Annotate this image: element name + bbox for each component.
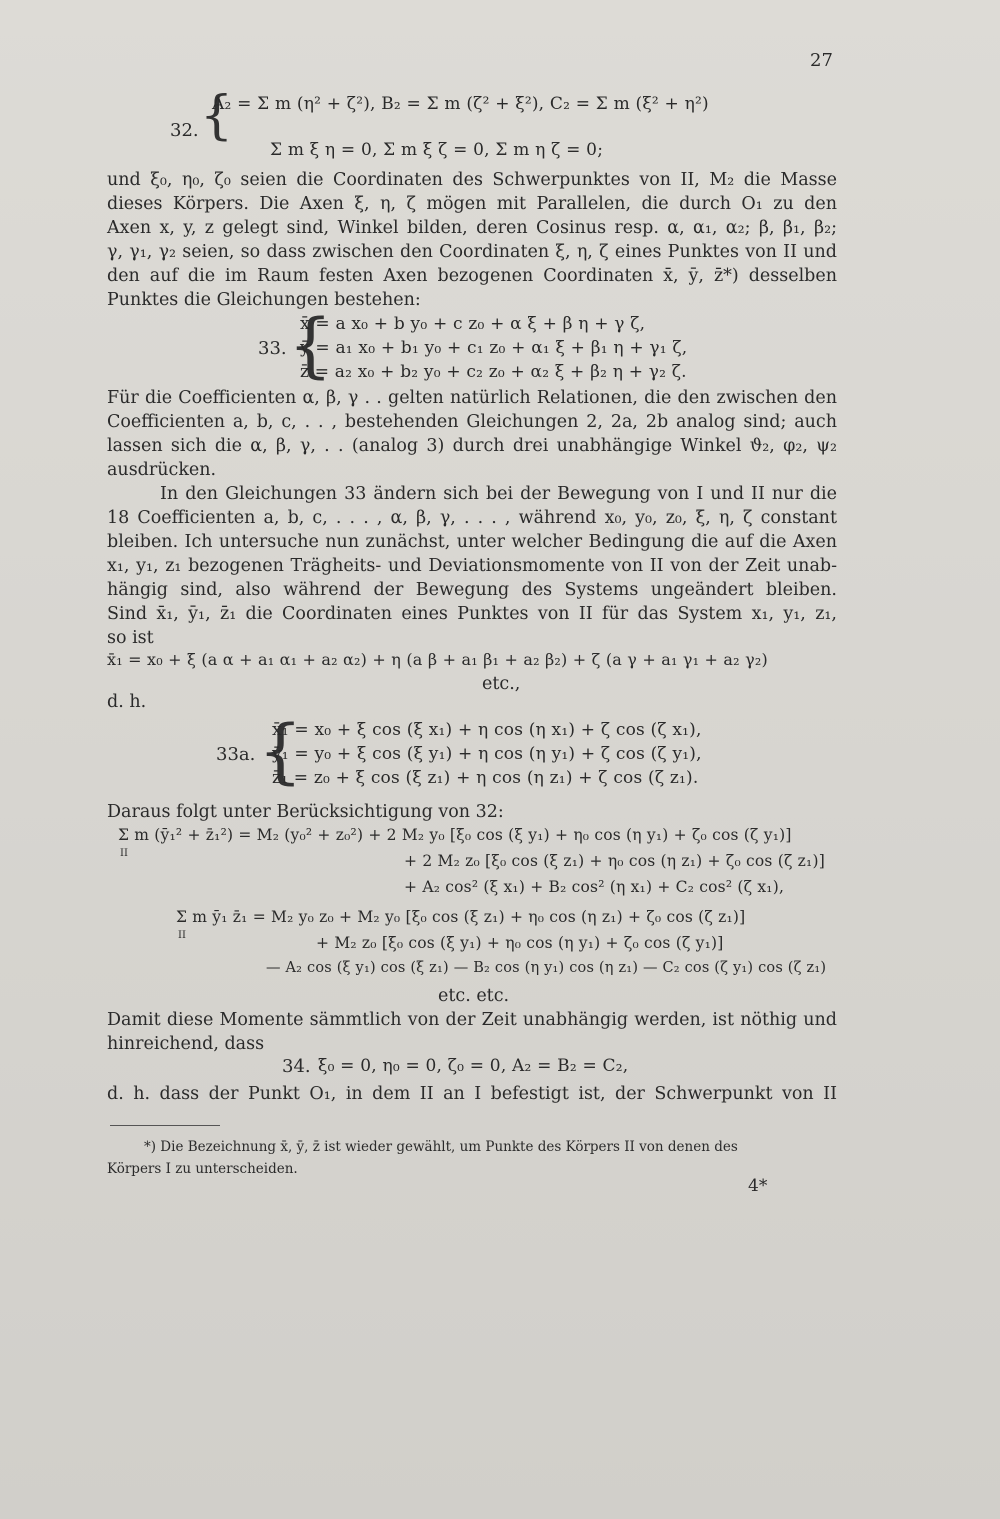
paragraph-3-line-1: In den Gleichungen 33 ändern sich bei der Bewegung von I und II nur die [160,484,837,504]
paragraph-6: d. h. dass der Punkt O₁, in dem II an I befestigt ist, der Schwerpunkt von II [107,1084,837,1104]
equation-x1-etc: etc., [482,674,521,694]
paragraph-1-line-1: und ξ₀, η₀, ζ₀ seien die Coordinaten des Schwerpunktes von II, M₂ die Masse [107,170,837,190]
paragraph-3-line-6: Sind x̄₁, ȳ₁, z̄₁ die Coordinaten eines Punktes von II für das System x₁, y₁, z₁, [107,604,837,624]
sum-equation-sub-4: II [178,930,186,941]
paragraph-2-line-3: lassen sich die α, β, γ, . . (analog 3) durch drei unabhängige Winkel ϑ₂, φ₂, ψ₂ [107,436,837,456]
equation-33-line-3: z̄ = a₂ x₀ + b₂ y₀ + c₂ z₀ + α₂ ξ + β₂ η + γ₂ ζ. [300,362,687,382]
paragraph-3-line-4: x₁, y₁, z₁ bezogenen Trägheits- und Deviationsmomente von II von der Zeit unab- [107,556,837,576]
equation-33a-line-1: x̄₁ = x₀ + ξ cos (ξ x₁) + η cos (η x₁) + ζ cos (ζ x₁), [272,720,702,740]
signature-mark: 4* [748,1176,768,1196]
sum-equation-line-3: + A₂ cos² (ξ x₁) + B₂ cos² (η x₁) + C₂ cos² (ζ x₁), [404,878,785,896]
equation-32-line-2: Σ m ξ η = 0, Σ m ξ ζ = 0, Σ m η ζ = 0; [270,140,604,160]
equation-33-brace: { [288,304,333,386]
footnote-rule [110,1125,220,1126]
equation-32-line-1: A₂ = Σ m (η² + ζ²), B₂ = Σ m (ζ² + ξ²), C₂ = Σ m (ξ² + η²) [212,94,709,114]
equation-32-label: 32. [170,120,199,141]
paragraph-3-line-5: hängig sind, also während der Bewegung des Systems ungeändert bleiben. [107,580,837,600]
equation-33a-line-3: z̄₁ = z₀ + ξ cos (ξ z₁) + η cos (η z₁) + ζ cos (ζ z₁). [272,768,699,788]
sum-equation-line-4: Σ m ȳ₁ z̄₁ = M₂ y₀ z₀ + M₂ y₀ [ξ₀ cos (ξ z₁) + η₀ cos (η z₁) + ζ₀ cos (ζ z₁)] [176,908,746,926]
paragraph-1-line-6: Punktes die Gleichungen bestehen: [107,290,421,310]
paragraph-5-line-1: Damit diese Momente sämmtlich von der Zeit unabhängig werden, ist nöthig und [107,1010,837,1030]
equation-33a-brace: { [258,710,303,792]
equation-33-label: 33. [258,338,287,359]
equation-33-line-2: ȳ = a₁ x₀ + b₁ y₀ + c₁ z₀ + α₁ ξ + β₁ η + γ₁ ζ, [300,338,688,358]
sum-equation-line-1: Σ m (ȳ₁² + z̄₁²) = M₂ (y₀² + z₀²) + 2 M₂ y₀ [ξ₀ cos (ξ y₁) + η₀ cos (η y₁) + ζ₀ cos (ζ y₁)] [118,826,792,844]
page-number: 27 [810,50,833,71]
footnote-line-2: Körpers I zu unterscheiden. [107,1161,298,1177]
paragraph-1-line-4: γ, γ₁, γ₂ seien, so dass zwischen den Coordinaten ξ, η, ζ eines Punktes von II und [107,242,837,262]
equation-34-label: 34. [282,1056,311,1077]
footnote-line-1: *) Die Bezeichnung x̄, ȳ, z̄ ist wieder gewählt, um Punkte des Körpers II von denen des [144,1139,738,1155]
equation-34-line: ξ₀ = 0, η₀ = 0, ζ₀ = 0, A₂ = B₂ = C₂, [318,1056,629,1076]
equation-33a-line-2: ȳ₁ = y₀ + ξ cos (ξ y₁) + η cos (η y₁) + ζ cos (ζ y₁), [272,744,702,764]
sum-equation-line-6: — A₂ cos (ξ y₁) cos (ξ z₁) — B₂ cos (η y₁) cos (η z₁) — C₂ cos (ζ y₁) cos (ζ z₁) [266,960,827,976]
paragraph-2-line-1: Für die Coefficienten α, β, γ . . gelten natürlich Relationen, die den zwischen den [107,388,837,408]
equation-x1-line: x̄₁ = x₀ + ξ (a α + a₁ α₁ + a₂ α₂) + η (a β + a₁ β₁ + a₂ β₂) + ζ (a γ + a₁ γ₁ + a₂ γ₂) [107,650,768,669]
paragraph-1-line-5: den auf die im Raum festen Axen bezogenen Coordinaten x̄, ȳ, z̄*) desselben [107,266,837,286]
sum-equation-line-2: + 2 M₂ z₀ [ξ₀ cos (ξ z₁) + η₀ cos (η z₁) + ζ₀ cos (ζ z₁)] [404,852,825,870]
paragraph-1-line-2: dieses Körpers. Die Axen ξ, η, ζ mögen mit Parallelen, die durch O₁ zu den [107,194,837,214]
paragraph-3-line-2: 18 Coefficienten a, b, c, . . . , α, β, γ, . . . , während x₀, y₀, z₀, ξ, η, ζ constant [107,508,837,528]
paragraph-3-line-3: bleiben. Ich untersuche nun zunächst, unter welcher Bedingung die auf die Axen [107,532,837,552]
sum-equation-sub-1: II [120,848,128,859]
equation-32-brace: { [200,86,234,146]
paragraph-2-line-2: Coefficienten a, b, c, . . , bestehenden Gleichungen 2, 2a, 2b analog sind; auch [107,412,837,432]
dh-label: d. h. [107,692,147,712]
paragraph-1-line-3: Axen x, y, z gelegt sind, Winkel bilden, deren Cosinus resp. α, α₁, α₂; β, β₁, β₂; [107,218,837,238]
paragraph-5-line-2: hinreichend, dass [107,1034,265,1054]
equation-33a-label: 33a. [216,744,256,765]
paragraph-4: Daraus folgt unter Berücksichtigung von 32: [107,802,504,822]
paragraph-2-line-4: ausdrücken. [107,460,217,480]
paragraph-3-line-7: so ist [107,628,154,648]
equation-33-line-1: x̄ = a x₀ + b y₀ + c z₀ + α ξ + β η + γ ζ, [300,314,646,334]
sum-equation-etc: etc. etc. [438,986,510,1006]
sum-equation-line-5: + M₂ z₀ [ξ₀ cos (ξ y₁) + η₀ cos (η y₁) + ζ₀ cos (ζ y₁)] [316,934,724,952]
